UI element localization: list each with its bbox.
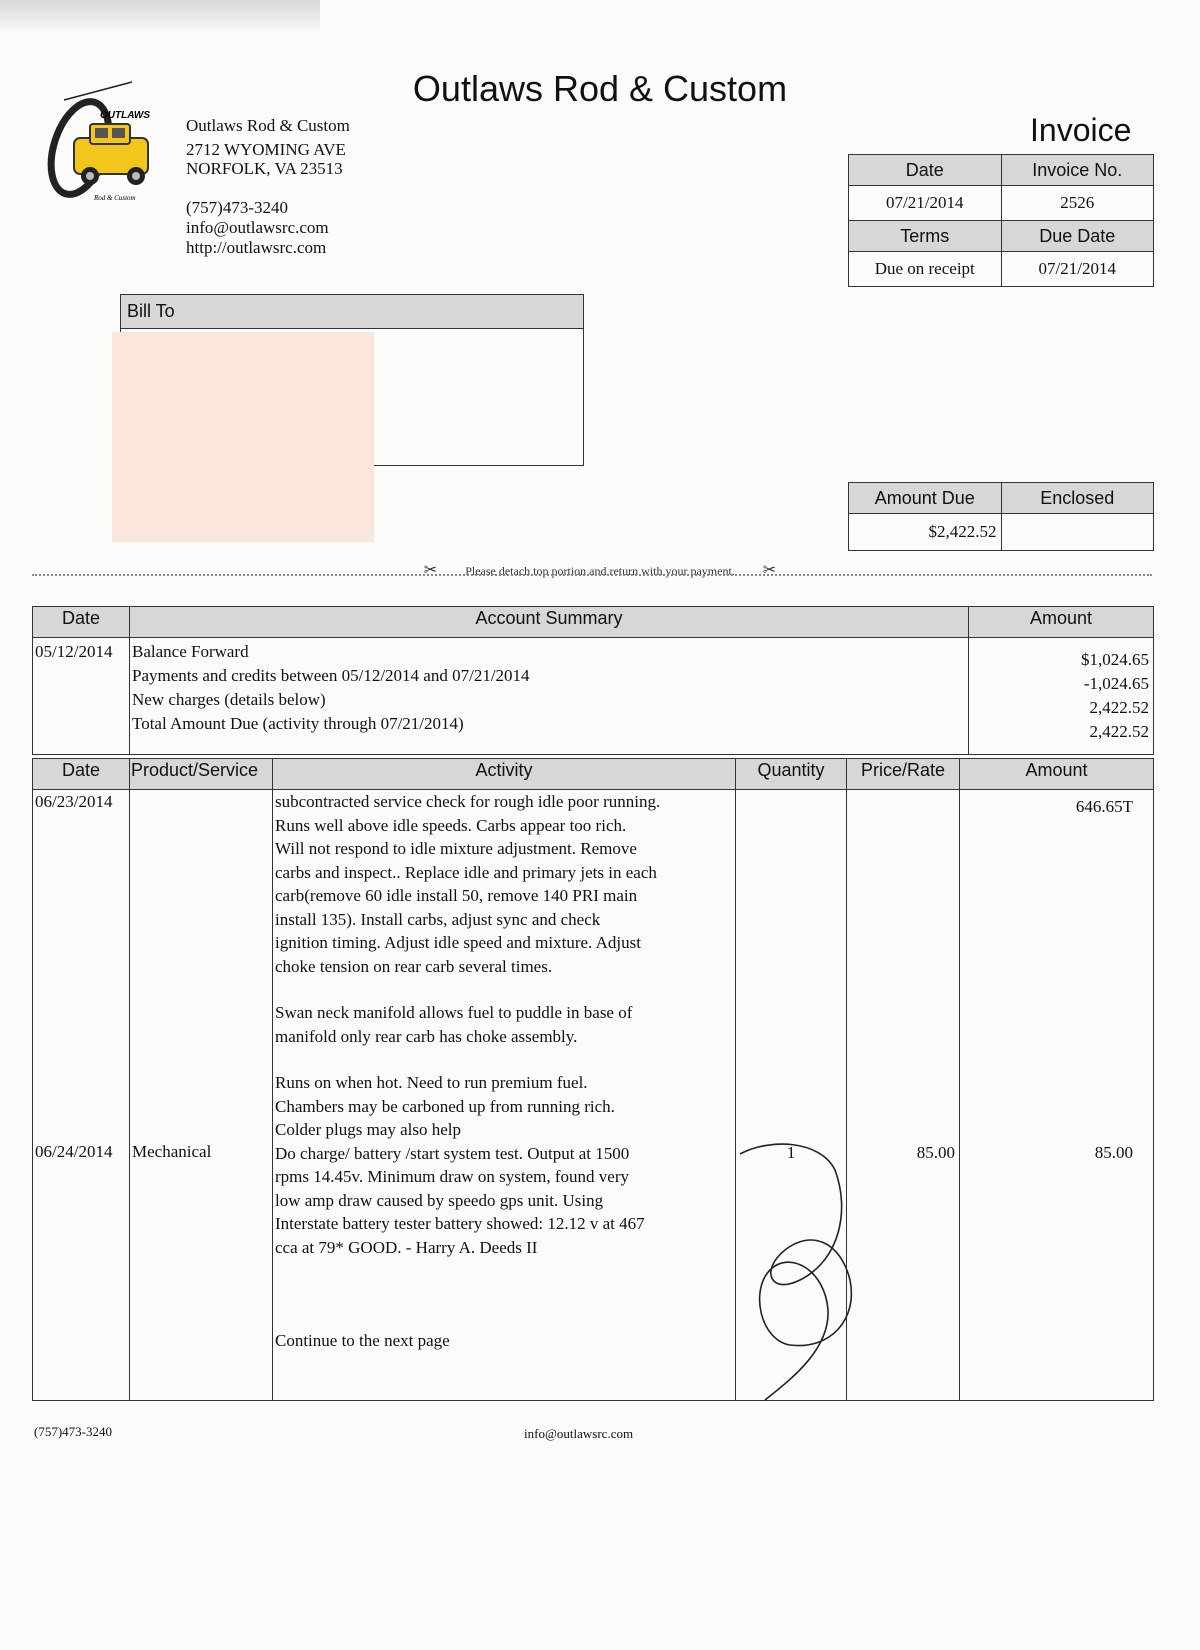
activity-line: Swan neck manifold allows fuel to puddle in base of [275, 1003, 633, 1022]
due-date-header: Due Date [1001, 221, 1154, 252]
activity-line: subcontracted service check for rough idle poor running. [275, 792, 661, 811]
logo-text: OUTLAWS [100, 110, 150, 121]
footer-phone: (757)473-3240 [34, 1424, 112, 1439]
bill-to-label: Bill To [121, 295, 583, 329]
charges-date-header: Date [33, 759, 130, 790]
company-address-line2: NORFOLK, VA 23513 [186, 159, 343, 178]
summary-line: Balance Forward [132, 642, 249, 661]
charges-table [32, 758, 1154, 1401]
activity-line: choke tension on rear carb several times. [275, 956, 553, 976]
activity-line: low amp draw caused by speedo gps unit. Using [275, 1190, 604, 1210]
summary-line: Payments and credits between 05/12/2014 and 07/21/2014 [132, 666, 530, 685]
row-product: Mechanical [132, 1142, 212, 1161]
row-rate: 85.00 [916, 1143, 955, 1162]
activity-line: install 135). Install carbs, adjust sync and check [275, 909, 601, 929]
charges-amount-header: Amount [960, 759, 1154, 790]
activity-line: carbs and inspect.. Replace idle and primary jets in each [275, 862, 657, 882]
scan-shadow [0, 0, 320, 34]
handwritten-signature [730, 1140, 930, 1410]
summary-line: Total Amount Due (activity through 07/21/2014) [132, 714, 464, 733]
summary-header: Account Summary [130, 607, 969, 638]
terms-header: Terms [849, 221, 1002, 252]
activity-line: cca at 79* GOOD. - Harry A. Deeds II [275, 1237, 538, 1257]
document-type: Invoice [1030, 112, 1132, 148]
invoice-date: 07/21/2014 [849, 186, 1002, 221]
detach-line [32, 574, 1152, 576]
quantity-header: Quantity [736, 759, 847, 790]
row-amount: 85.00 [1094, 1142, 1133, 1162]
scissors-icon: ✂ [423, 562, 438, 579]
activity-line: Do charge/ battery /start system test. Output at 1500 [275, 1143, 630, 1163]
summary-amount: $1,024.65 [1081, 650, 1149, 669]
footer-email[interactable]: info@outlawsrc.com [524, 1426, 634, 1441]
company-website[interactable]: http://outlawsrc.com [186, 238, 327, 257]
activity-header: Activity [273, 759, 736, 790]
scissors-icon: ✂ [762, 562, 777, 579]
company-name: Outlaws Rod & Custom [186, 116, 350, 135]
summary-amount: 2,422.52 [1089, 698, 1149, 717]
amount-due-header: Amount Due [849, 483, 1002, 514]
invoice-number: 2526 [1001, 186, 1154, 221]
amount-due-value: $2,422.52 [849, 514, 1002, 551]
invoice-info-table [848, 154, 1154, 287]
summary-date: 05/12/2014 [33, 638, 130, 755]
summary-amount-header: Amount [969, 607, 1154, 638]
terms-value: Due on receipt [849, 252, 1002, 287]
row-amount: 646.65T [1075, 797, 1133, 816]
company-phone: (757)473-3240 [186, 198, 288, 217]
company-address-line1: 2712 WYOMING AVE [186, 140, 346, 159]
detach-text: Please detach top portion and return with your payment. [465, 564, 735, 578]
activity-line: Chambers may be carboned up from running rich. [275, 1096, 615, 1116]
activity-line: Runs well above idle speeds. Carbs appear too rich. [275, 815, 627, 835]
price-rate-header: Price/Rate [847, 759, 960, 790]
activity-line: Runs on when hot. Need to run premium fuel. [275, 1073, 588, 1092]
enclosed-value[interactable] [1001, 514, 1154, 551]
payment-box [848, 482, 1154, 551]
invoice-number-header: Invoice No. [1001, 155, 1154, 186]
activity-line: Colder plugs may also help [275, 1120, 462, 1139]
activity-line: manifold only rear carb has choke assembly. [275, 1026, 578, 1046]
summary-line: New charges (details below) [132, 690, 326, 709]
continue-note: Continue to the next page [275, 1331, 450, 1350]
row-quantity: 1 [786, 1143, 796, 1162]
date-header: Date [849, 155, 1002, 186]
summary-amount: 2,422.52 [1089, 722, 1149, 741]
summary-date-header: Date [33, 607, 130, 638]
activity-line: Will not respond to idle mixture adjustment. Remove [275, 839, 637, 858]
row-date: 06/23/2014 [35, 792, 113, 811]
product-service-header: Product/Service [130, 759, 273, 790]
account-summary-table [32, 606, 1154, 755]
due-date-value: 07/21/2014 [1001, 252, 1154, 287]
summary-amount: -1,024.65 [1083, 674, 1149, 693]
company-title: Outlaws Rod & Custom [412, 68, 788, 109]
row-date: 06/24/2014 [35, 1141, 113, 1161]
activity-line: rpms 14.45v. Minimum draw on system, found very [275, 1167, 629, 1186]
activity-line: Interstate battery tester battery showed: 12.12 v at 467 [275, 1214, 645, 1233]
activity-line: ignition timing. Adjust idle speed and mixture. Adjust [275, 933, 641, 952]
enclosed-header: Enclosed [1001, 483, 1154, 514]
activity-line: carb(remove 60 idle install 50, remove 140 PRI main [275, 886, 638, 905]
company-email[interactable]: info@outlawsrc.com [186, 218, 329, 237]
redacted-address [112, 332, 374, 542]
detach-instruction [0, 560, 1200, 580]
logo-subtext: Rod & Custom [94, 194, 136, 202]
table-row [33, 790, 1154, 1401]
